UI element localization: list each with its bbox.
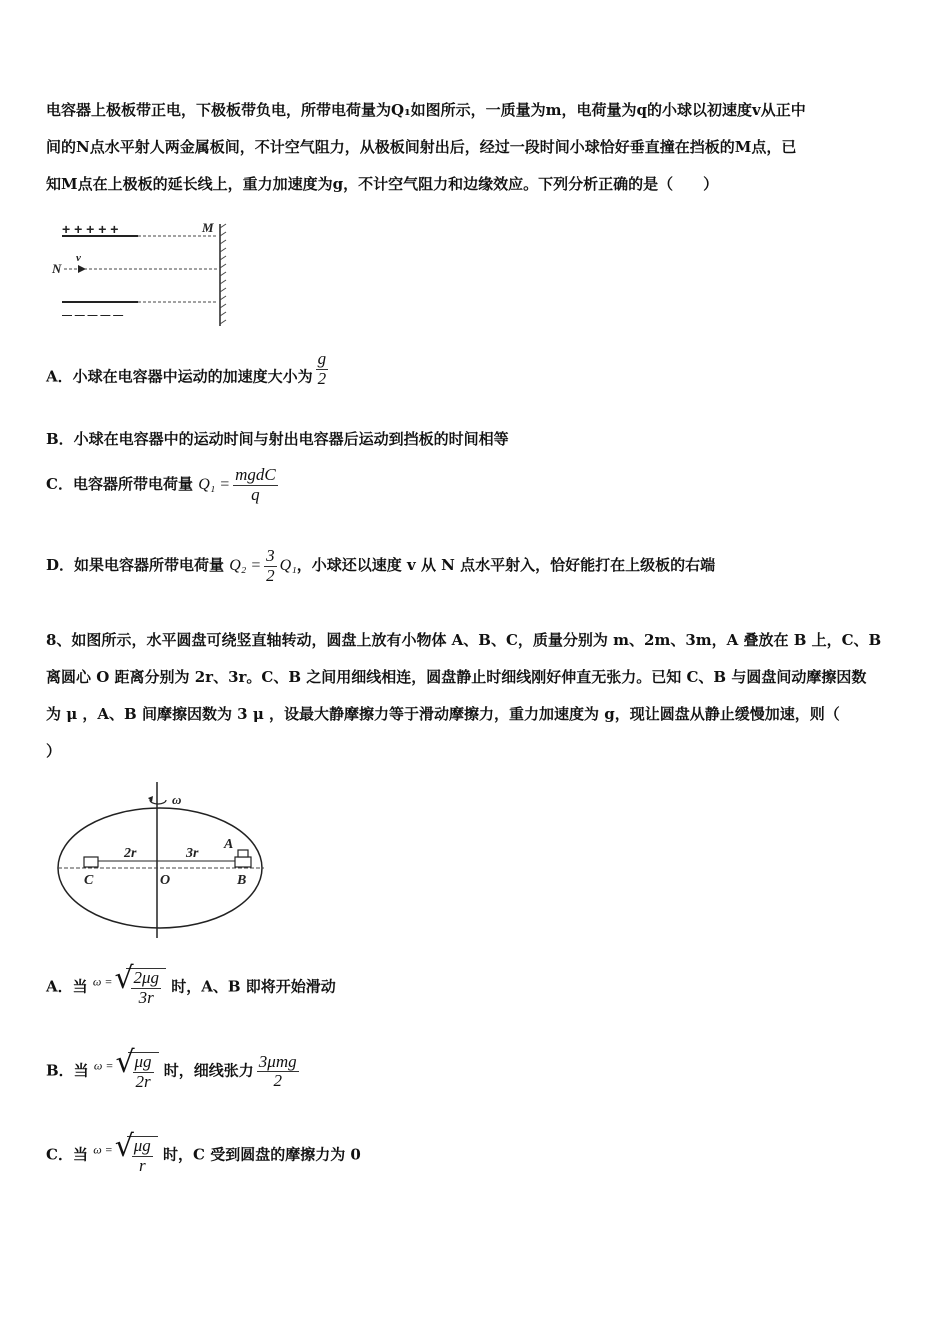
- rotation-arrow: [150, 800, 166, 804]
- q7-option-a-text: A．小球在电容器中运动的加速度大小为: [46, 367, 313, 386]
- q7-option-a[interactable]: [46, 350, 331, 388]
- q7-stem-line-1: 电容器上极板带正电，下极板带负电，所带电荷量为Q₁如图所示，一质量为m，电荷量为q的小球以初速度v从正中: [46, 101, 806, 119]
- baffle-hatch: [220, 224, 226, 324]
- q7-option-c-lhs: Q₁ =: [198, 476, 231, 494]
- label-B: B: [237, 873, 247, 888]
- q8-option-a-omega: ω =: [92, 974, 113, 989]
- q8-option-c-tail: 时，C 受到圆盘的摩擦力为 0: [163, 1145, 361, 1164]
- q8-stem-line-3: 为 μ ，A、B 间摩擦因数为 3 μ ，设最大静摩擦力等于滑动摩擦力，重力加速度为 g，现让圆盘从静止缓慢加速，则（: [46, 705, 840, 723]
- q7-stem-line-3: 知M点在上极板的延长线上，重力加速度为g，不计空气阻力和边缘效应。下列分析正确的是（ ）: [46, 175, 719, 193]
- label-A: A: [224, 837, 234, 852]
- q8-option-a[interactable]: [46, 961, 336, 1007]
- q8-option-b-prefix: B．当: [46, 1061, 89, 1080]
- q7-option-c-text: C．电容器所带电荷量: [46, 475, 193, 494]
- plus-signs: + + + + +: [62, 221, 119, 237]
- q8-stem-line-2: 离圆心 O 距离分别为 2r、3r。C、B 之间用细线相连，圆盘静止时细线刚好伸直无张力。已知 C、B 与圆盘间动摩擦因数: [46, 668, 867, 686]
- block-C: [84, 857, 98, 867]
- label-omega: ω: [172, 792, 182, 807]
- q8-option-a-tail: 时，A、B 即将开始滑动: [171, 977, 336, 996]
- label-2r: 2r: [124, 846, 137, 861]
- q7-option-c-fraction: $\frac{\text{mgdC}}{q}$: [235, 465, 276, 504]
- label-3r: 3r: [186, 846, 199, 861]
- block-A: [238, 850, 248, 857]
- q7-option-d-fraction: $\frac{3}{2}$: [266, 546, 275, 585]
- label-O: O: [160, 873, 171, 888]
- q8-option-b[interactable]: [46, 1045, 302, 1091]
- q8-option-a-sqrt: √ $\frac{2\mu g}{3r}$: [114, 968, 166, 1007]
- label-N: N: [52, 261, 62, 276]
- q8-option-c-sqrt: √ $\frac{\mu g}{r}$: [115, 1136, 158, 1175]
- q7-option-c[interactable]: [46, 466, 281, 504]
- q7-option-d-text: D．如果电容器所带电荷量: [46, 556, 225, 575]
- q8-option-c-omega: ω =: [93, 1142, 113, 1157]
- q7-stem-line-2: 间的N点水平射人两金属板间，不计空气阻力，从极板间射出后，经过一段时间小球恰好垂直撞在挡板的M点，已: [46, 138, 797, 156]
- q7-option-d-rhs: Q₁: [279, 557, 297, 575]
- velocity-arrow: [78, 265, 86, 273]
- label-C: C: [84, 873, 94, 888]
- q7-option-d-tail: ，小球还以速度 v 从 N 点水平射入，恰好能打在上级板的右端: [296, 556, 716, 575]
- q8-option-a-prefix: A．当: [46, 977, 88, 996]
- q7-capacitor-figure: [50, 218, 240, 330]
- q7-option-d-lhs: Q₂ =: [229, 557, 262, 575]
- label-v: v: [76, 252, 81, 264]
- q8-stem-line-1: 8、如图所示，水平圆盘可绕竖直轴转动，圆盘上放有小物体 A、B、C，质量分别为 m、2m、3m，A 叠放在 B 上，C、B: [46, 631, 882, 649]
- q8-disk-figure: [52, 780, 274, 940]
- q8-option-c-prefix: C．当: [46, 1145, 88, 1164]
- label-M: M: [202, 220, 214, 235]
- q8-option-b-fraction: $\frac{\text{3μmg}}{2}$: [258, 1051, 297, 1091]
- minus-signs: — — — — —: [62, 310, 124, 321]
- q8-stem-line-4: ）: [46, 742, 62, 760]
- q7-stem: [46, 92, 908, 203]
- q8-option-b-mid: 时，细线张力: [163, 1061, 254, 1080]
- q7-option-d[interactable]: [46, 547, 715, 585]
- q7-option-b[interactable]: [46, 427, 509, 451]
- q8-option-b-sqrt: √ $\frac{\mu g}{2r}$: [116, 1052, 159, 1091]
- q7-option-a-fraction: $\frac{g}{2}$: [317, 349, 327, 388]
- q8-option-c[interactable]: [46, 1129, 361, 1175]
- q8-option-b-omega: ω =: [93, 1058, 114, 1073]
- q7-option-b-text: B．小球在电容器中的运动时间与射出电容器后运动到挡板的时间相等: [46, 430, 509, 448]
- block-B: [235, 857, 251, 867]
- q8-stem: [46, 622, 908, 770]
